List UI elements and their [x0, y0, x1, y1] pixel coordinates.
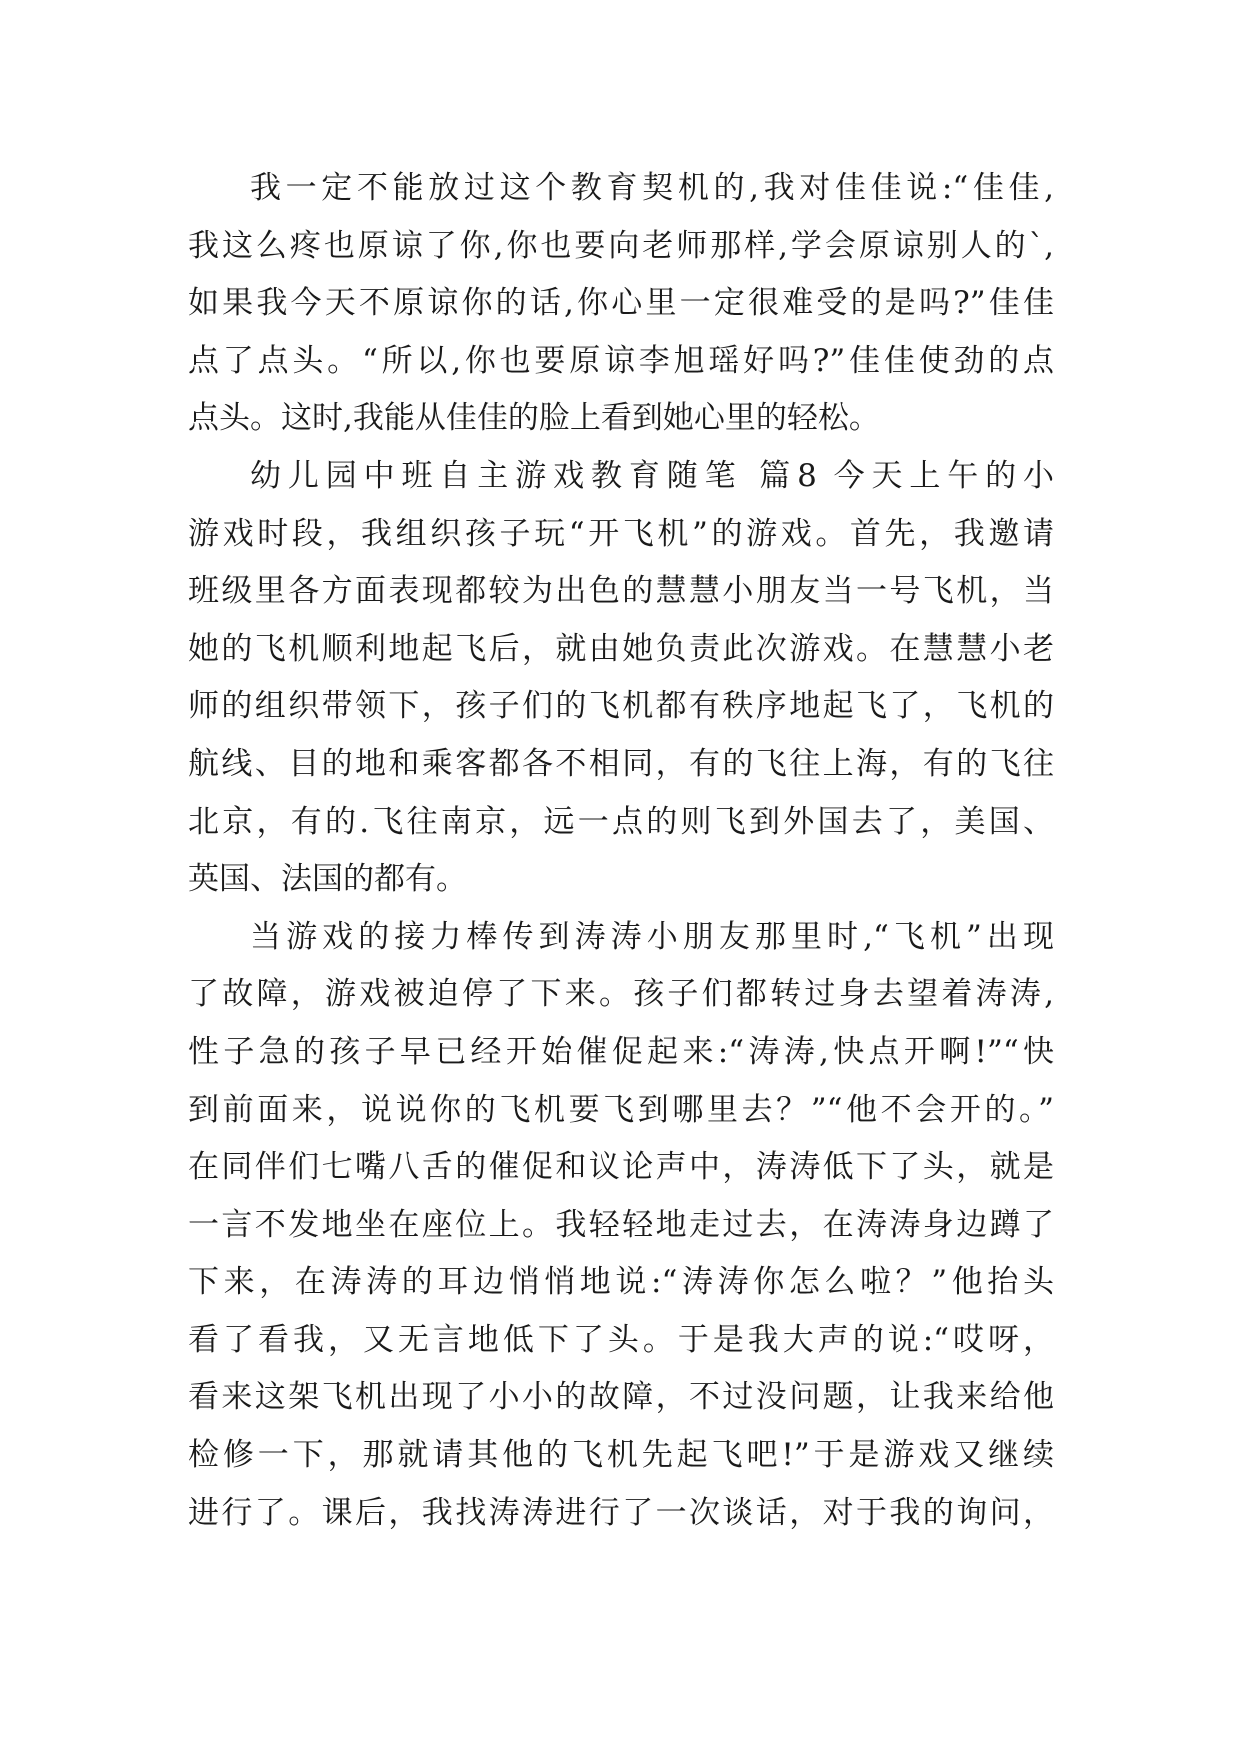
text-line: 看来这架飞机出现了小小的故障，不过没问题，让我来给他: [188, 1379, 1054, 1416]
text-line: 她的飞机顺利地起飞后，就由她负责此次游戏。在慧慧小老: [188, 630, 1054, 667]
text-line: 了故障，游戏被迫停了下来。孩子们都转过身去望着涛涛,: [188, 976, 1054, 1013]
text-line: 当游戏的接力棒传到涛涛小朋友那里时,“飞机”出现: [250, 918, 1054, 955]
text-line: 我一定不能放过这个教育契机的,我对佳佳说:“佳佳,: [250, 170, 1054, 206]
text-line: 我这么疼也原谅了你,你也要向老师那样,学会原谅别人的`,: [188, 227, 1054, 264]
text-line: 点了点头。“所以,你也要原谅李旭瑶好吗?”佳佳使劲的点: [188, 342, 1054, 379]
text-line: 英国、法国的都有。: [188, 861, 467, 898]
document-body: [188, 160, 1054, 1542]
text-line: 一言不发地坐在座位上。我轻轻地走过去，在涛涛身边蹲了: [188, 1206, 1054, 1243]
text-line: 检修一下，那就请其他的飞机先起飞吧!”于是游戏又继续: [188, 1437, 1054, 1474]
text-line: 游戏时段，我组织孩子玩“开飞机”的游戏。首先，我邀请: [188, 515, 1054, 552]
text-line: 幼儿园中班自主游戏教育随笔 篇8 今天上午的小: [250, 457, 1054, 494]
text-line: 师的组织带领下，孩子们的飞机都有秩序地起飞了，飞机的: [188, 688, 1054, 725]
paragraph-1: [188, 160, 1054, 448]
text-line: 班级里各方面表现都较为出色的慧慧小朋友当一号飞机，当: [188, 573, 1054, 610]
text-line: 在同伴们七嘴八舌的催促和议论声中，涛涛低下了头，就是: [188, 1149, 1054, 1186]
text-line: 下来，在涛涛的耳边悄悄地说:“涛涛你怎么啦？”他抬头: [188, 1264, 1054, 1301]
text-line: 到前面来，说说你的飞机要飞到哪里去？”“他不会开的。”: [188, 1091, 1054, 1128]
text-line: 北京，有的.飞往南京，远一点的则飞到外国去了，美国、: [188, 803, 1054, 840]
paragraph-2: [188, 448, 1054, 909]
text-line: 进行了。课后，我找涛涛进行了一次谈话，对于我的询问，: [188, 1494, 1054, 1531]
text-line: 看了看我，又无言地低下了头。于是我大声的说:“哎呀，: [188, 1321, 1054, 1358]
text-line: 点头。这时,我能从佳佳的脸上看到她心里的轻松。: [188, 400, 880, 437]
text-line: 性子急的孩子早已经开始催促起来:“涛涛,快点开啊!”“快: [188, 1033, 1054, 1070]
text-line: 航线、目的地和乘客都各不相同，有的飞往上海，有的飞往: [188, 745, 1054, 782]
text-line: 如果我今天不原谅你的话,你心里一定很难受的是吗?”佳佳: [188, 285, 1054, 322]
paragraph-3: [188, 909, 1054, 1543]
